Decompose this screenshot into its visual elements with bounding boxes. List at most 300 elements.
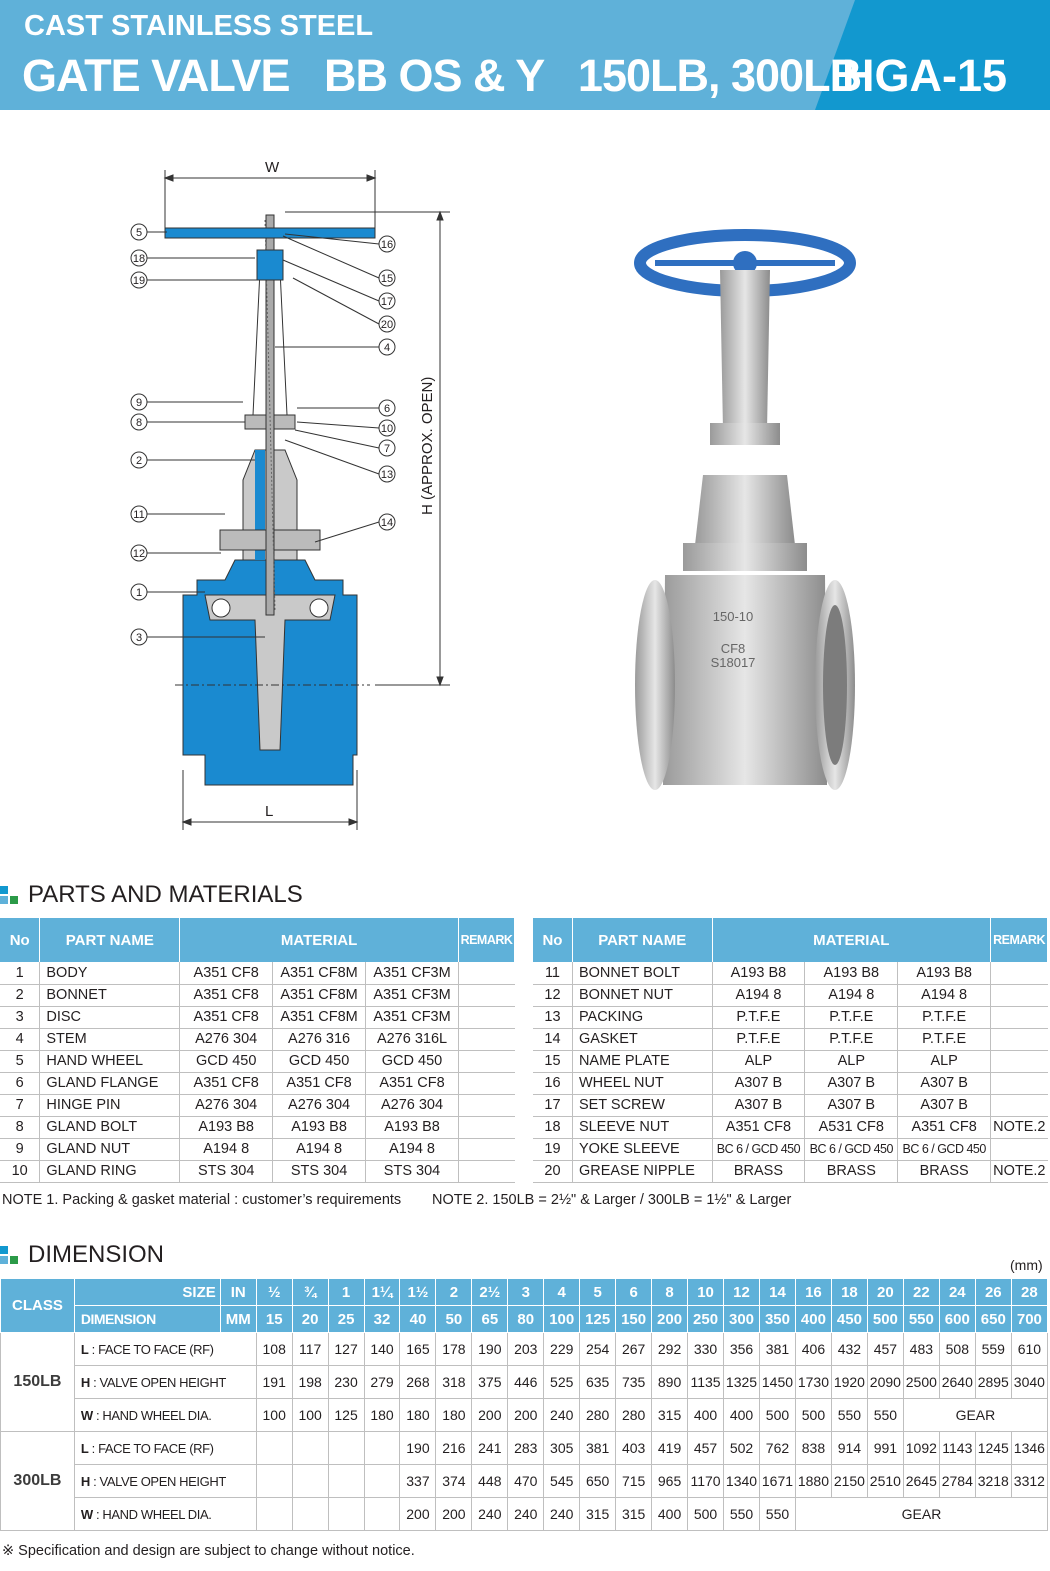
material-3: A193 B8 xyxy=(366,1116,459,1138)
part-no: 4 xyxy=(0,1028,40,1050)
dimension-value: 356 xyxy=(724,1333,760,1366)
dimension-key: H xyxy=(80,1473,90,1489)
size-mm: 65 xyxy=(472,1306,508,1333)
dimension-row xyxy=(1,1399,1048,1432)
dimension-section-title xyxy=(0,1240,164,1270)
col-part-name: PART NAME xyxy=(40,918,180,962)
dimension-value: 1450 xyxy=(759,1366,795,1399)
inch-header: IN xyxy=(220,1279,256,1306)
dimension-value: 203 xyxy=(508,1333,544,1366)
size-mm: 500 xyxy=(867,1306,903,1333)
material-3: A194 8 xyxy=(898,984,991,1006)
dimension-value: 127 xyxy=(328,1333,364,1366)
dimension-value: 914 xyxy=(831,1432,867,1465)
size-inch: 2½ xyxy=(472,1279,508,1306)
dimension-value: 268 xyxy=(400,1366,436,1399)
dimension-value: 283 xyxy=(508,1432,544,1465)
size-inch: 20 xyxy=(867,1279,903,1306)
material-3: GCD 450 xyxy=(366,1050,459,1072)
size-mm: 80 xyxy=(508,1306,544,1333)
material-1: BRASS xyxy=(712,1160,805,1182)
part-remark xyxy=(458,1116,514,1138)
part-no: 10 xyxy=(0,1160,40,1182)
col-no: No xyxy=(533,918,572,962)
part-remark xyxy=(458,1028,514,1050)
dimension-value: 457 xyxy=(867,1333,903,1366)
size-inch: 24 xyxy=(939,1279,975,1306)
body-mark-material: CF8 xyxy=(720,641,746,656)
valve-cross-section-drawing xyxy=(125,150,465,840)
dimension-key: L xyxy=(80,1341,89,1357)
dimension-value: 279 xyxy=(364,1366,400,1399)
size-mm: 50 xyxy=(436,1306,472,1333)
size-mm: 450 xyxy=(831,1306,867,1333)
material-2: A193 B8 xyxy=(273,1116,366,1138)
dimension-value: 240 xyxy=(508,1498,544,1531)
material-3: STS 304 xyxy=(366,1160,459,1182)
part-remark: NOTE.2 xyxy=(991,1160,1048,1182)
material-1: A276 304 xyxy=(180,1094,273,1116)
material-2: STS 304 xyxy=(273,1160,366,1182)
material-3: ALP xyxy=(898,1050,991,1072)
dimension-value: 838 xyxy=(795,1432,831,1465)
dimension-value: 483 xyxy=(903,1333,939,1366)
dimension-value: 1671 xyxy=(759,1465,795,1498)
parts-row xyxy=(0,1006,515,1028)
part-name: BODY xyxy=(40,962,180,984)
callout-13: 13 xyxy=(380,469,394,481)
dimension-value: 240 xyxy=(472,1498,508,1531)
dimension-row xyxy=(1,1432,1048,1465)
dimension-value: 635 xyxy=(580,1366,616,1399)
material-2: A351 CF8 xyxy=(273,1072,366,1094)
dimension-value: 715 xyxy=(616,1465,652,1498)
dimension-value: 991 xyxy=(867,1432,903,1465)
part-no: 17 xyxy=(533,1094,572,1116)
part-no: 2 xyxy=(0,984,40,1006)
material-2: P.T.F.E xyxy=(805,1006,898,1028)
part-name: SET SCREW xyxy=(572,1094,712,1116)
material-2: A351 CF8M xyxy=(273,962,366,984)
material-2: A193 B8 xyxy=(805,962,898,984)
parts-table-left xyxy=(0,918,515,1183)
part-name: NAME PLATE xyxy=(572,1050,712,1072)
size-mm-row xyxy=(1,1306,1048,1333)
dimension-value: 254 xyxy=(580,1333,616,1366)
dimension-value: 240 xyxy=(544,1498,580,1531)
valve-photo xyxy=(615,225,875,825)
dimension-value: 117 xyxy=(292,1333,328,1366)
model-code: HGA-15 xyxy=(842,50,1008,101)
dimension-value: 400 xyxy=(724,1399,760,1432)
material-3: P.T.F.E xyxy=(898,1006,991,1028)
dimension-key: L xyxy=(80,1440,89,1456)
dimension-value: 100 xyxy=(292,1399,328,1432)
material-2: P.T.F.E xyxy=(805,1028,898,1050)
parts-row xyxy=(0,1072,515,1094)
col-material: MATERIAL xyxy=(712,918,991,962)
part-no: 8 xyxy=(0,1116,40,1138)
parts-row xyxy=(533,1138,1048,1160)
part-no: 9 xyxy=(0,1138,40,1160)
size-inch: 28 xyxy=(1011,1279,1047,1306)
callout-7: 7 xyxy=(383,443,391,455)
dimension-value xyxy=(328,1432,364,1465)
dimension-value xyxy=(292,1432,328,1465)
dimension-value: 500 xyxy=(688,1498,724,1531)
unit-label: (mm) xyxy=(1010,1257,1043,1273)
dimension-value: 1143 xyxy=(939,1432,975,1465)
body-mark-size: 150-10 xyxy=(712,609,754,624)
section-marker-icon xyxy=(0,1246,18,1264)
dimension-key: H xyxy=(80,1374,90,1390)
material-2: A351 CF8M xyxy=(273,984,366,1006)
parts-header-row xyxy=(0,918,515,962)
dimension-value: 2500 xyxy=(903,1366,939,1399)
size-mm: 25 xyxy=(328,1306,364,1333)
part-name: HINGE PIN xyxy=(40,1094,180,1116)
footnote: ※ Specification and design are subject to change without notice. xyxy=(2,1543,415,1559)
dimension-value: 550 xyxy=(759,1498,795,1531)
callout-5: 5 xyxy=(135,227,143,239)
size-mm: 32 xyxy=(364,1306,400,1333)
col-remark: REMARK xyxy=(991,918,1048,962)
dimension-value: 550 xyxy=(724,1498,760,1531)
dimension-value: 241 xyxy=(472,1432,508,1465)
material-1: A193 B8 xyxy=(180,1116,273,1138)
material-2: A194 8 xyxy=(273,1138,366,1160)
size-inch: ½ xyxy=(256,1279,292,1306)
dimension-value: 375 xyxy=(472,1366,508,1399)
dimension-value: 180 xyxy=(364,1399,400,1432)
dimension-value: 610 xyxy=(1011,1333,1047,1366)
material-3: BC 6 / GCD 450 xyxy=(898,1138,991,1160)
dimension-value: 419 xyxy=(652,1432,688,1465)
part-remark xyxy=(991,1094,1048,1116)
dimension-value xyxy=(256,1432,292,1465)
parts-title: PARTS AND MATERIALS xyxy=(28,881,303,908)
material-1: P.T.F.E xyxy=(712,1028,805,1050)
gear-cell: GEAR xyxy=(795,1498,1047,1531)
dimension-value: 457 xyxy=(688,1432,724,1465)
dimension-value: 650 xyxy=(580,1465,616,1498)
dimension-value: 446 xyxy=(508,1366,544,1399)
parts-row xyxy=(0,1050,515,1072)
part-remark xyxy=(458,1050,514,1072)
dimension-value: 1880 xyxy=(795,1465,831,1498)
part-no: 6 xyxy=(0,1072,40,1094)
dimension-value: 165 xyxy=(400,1333,436,1366)
dimension-value xyxy=(364,1432,400,1465)
dimension-value: 550 xyxy=(867,1399,903,1432)
size-mm: 650 xyxy=(975,1306,1011,1333)
callout-20: 20 xyxy=(380,319,394,331)
part-no: 1 xyxy=(0,962,40,984)
dimension-title: DIMENSION xyxy=(28,1241,165,1268)
material-1: BC 6 / GCD 450 xyxy=(712,1138,805,1160)
part-remark xyxy=(991,1006,1048,1028)
dimension-desc: : VALVE OPEN HEIGHT xyxy=(89,1374,226,1390)
dimension-value: 230 xyxy=(328,1366,364,1399)
dimension-value: 2150 xyxy=(831,1465,867,1498)
part-name: GREASE NIPPLE xyxy=(572,1160,712,1182)
material-3: A193 B8 xyxy=(898,962,991,984)
material-2: A531 CF8 xyxy=(805,1116,898,1138)
size-inch: 1½ xyxy=(400,1279,436,1306)
dimension-value: 216 xyxy=(436,1432,472,1465)
part-no: 15 xyxy=(533,1050,572,1072)
dimension-desc: : FACE TO FACE (RF) xyxy=(88,1341,214,1357)
note-2: NOTE 2. 150LB = 2½" & Larger / 300LB = 1½" & Larger xyxy=(432,1192,792,1208)
part-name: YOKE SLEEVE xyxy=(572,1138,712,1160)
size-inch: ¾ xyxy=(292,1279,328,1306)
dimension-value: 3040 xyxy=(1011,1366,1047,1399)
dimension-value: 229 xyxy=(544,1333,580,1366)
size-inch: 10 xyxy=(688,1279,724,1306)
size-inch: 16 xyxy=(795,1279,831,1306)
part-remark xyxy=(458,962,514,984)
part-remark xyxy=(991,962,1048,984)
callout-9: 9 xyxy=(135,397,143,409)
callout-2: 2 xyxy=(135,455,143,467)
material-2: A276 316 xyxy=(273,1028,366,1050)
material-3: A276 316L xyxy=(366,1028,459,1050)
dimension-value: 2895 xyxy=(975,1366,1011,1399)
part-name: STEM xyxy=(40,1028,180,1050)
size-mm: 20 xyxy=(292,1306,328,1333)
part-remark xyxy=(991,984,1048,1006)
part-no: 12 xyxy=(533,984,572,1006)
part-remark xyxy=(991,1138,1048,1160)
dimension-value: 381 xyxy=(580,1432,616,1465)
dimension-value: 500 xyxy=(759,1399,795,1432)
size-inch: 18 xyxy=(831,1279,867,1306)
section-marker-icon xyxy=(0,886,18,904)
material-3: A351 CF8 xyxy=(366,1072,459,1094)
parts-row xyxy=(0,1028,515,1050)
parts-row xyxy=(533,984,1048,1006)
dimension-value: 180 xyxy=(400,1399,436,1432)
material-1: A351 CF8 xyxy=(180,1072,273,1094)
material-3: A351 CF3M xyxy=(366,1006,459,1028)
material-3: BRASS xyxy=(898,1160,991,1182)
part-remark: NOTE.2 xyxy=(991,1116,1048,1138)
material-2: A307 B xyxy=(805,1094,898,1116)
size-mm: 200 xyxy=(652,1306,688,1333)
dimension-row xyxy=(1,1498,1048,1531)
dimension-value: 318 xyxy=(436,1366,472,1399)
dimension-value: 200 xyxy=(508,1399,544,1432)
material-1: A194 8 xyxy=(180,1138,273,1160)
dimension-value: 315 xyxy=(580,1498,616,1531)
dimension-value: 337 xyxy=(400,1465,436,1498)
part-name: PACKING xyxy=(572,1006,712,1028)
material-2: A194 8 xyxy=(805,984,898,1006)
size-mm: 700 xyxy=(1011,1306,1047,1333)
material-2: BRASS xyxy=(805,1160,898,1182)
dimension-label xyxy=(74,1465,256,1498)
dimension-value: 3312 xyxy=(1011,1465,1047,1498)
dimension-value: 178 xyxy=(436,1333,472,1366)
dimension-value: 448 xyxy=(472,1465,508,1498)
parts-row xyxy=(533,1028,1048,1050)
size-mm: 550 xyxy=(903,1306,939,1333)
size-inch: 12 xyxy=(724,1279,760,1306)
dimension-value: 100 xyxy=(256,1399,292,1432)
dimension-value: 1170 xyxy=(688,1465,724,1498)
material-3: A307 B xyxy=(898,1072,991,1094)
dimension-value: 1092 xyxy=(903,1432,939,1465)
dimension-value: 190 xyxy=(472,1333,508,1366)
dimension-value: 406 xyxy=(795,1333,831,1366)
part-name: BONNET NUT xyxy=(572,984,712,1006)
material-2: A351 CF8M xyxy=(273,1006,366,1028)
dimension-value xyxy=(328,1498,364,1531)
h-dimension-label: H (APPROX. OPEN) xyxy=(419,376,436,515)
dimension-value: 200 xyxy=(472,1399,508,1432)
material-1: GCD 450 xyxy=(180,1050,273,1072)
callout-8: 8 xyxy=(135,417,143,429)
dimension-value xyxy=(364,1465,400,1498)
dimension-value: 191 xyxy=(256,1366,292,1399)
part-name: GLAND RING xyxy=(40,1160,180,1182)
parts-row xyxy=(0,1116,515,1138)
header-banner xyxy=(0,0,1050,110)
dimension-value: 292 xyxy=(652,1333,688,1366)
dimension-value: 240 xyxy=(544,1399,580,1432)
dimension-value: 315 xyxy=(616,1498,652,1531)
callout-16: 16 xyxy=(380,239,394,251)
dimension-label xyxy=(74,1498,256,1531)
dimension-value: 1730 xyxy=(795,1366,831,1399)
part-no: 14 xyxy=(533,1028,572,1050)
dimension-row xyxy=(1,1333,1048,1366)
parts-row xyxy=(533,1050,1048,1072)
part-remark xyxy=(458,1094,514,1116)
material-1: A307 B xyxy=(712,1094,805,1116)
material-2: GCD 450 xyxy=(273,1050,366,1072)
parts-row xyxy=(0,1160,515,1182)
size-mm: 15 xyxy=(256,1306,292,1333)
callout-14: 14 xyxy=(380,517,394,529)
dimension-value: 559 xyxy=(975,1333,1011,1366)
dimension-value: 315 xyxy=(652,1399,688,1432)
dimension-label xyxy=(74,1366,256,1399)
dimension-label xyxy=(74,1399,256,1432)
dimension-desc: : HAND WHEEL DIA. xyxy=(92,1407,212,1423)
parts-row xyxy=(0,1138,515,1160)
material-1: A351 CF8 xyxy=(180,1006,273,1028)
dimension-value: 2645 xyxy=(903,1465,939,1498)
dimension-value xyxy=(256,1465,292,1498)
dimension-value: 1135 xyxy=(688,1366,724,1399)
parts-row xyxy=(533,1160,1048,1182)
material-2: BC 6 / GCD 450 xyxy=(805,1138,898,1160)
dimension-value: 108 xyxy=(256,1333,292,1366)
parts-row xyxy=(0,962,515,984)
size-inch: 22 xyxy=(903,1279,939,1306)
size-mm: 250 xyxy=(688,1306,724,1333)
parts-row xyxy=(533,1072,1048,1094)
dimension-value: 403 xyxy=(616,1432,652,1465)
size-mm: 40 xyxy=(400,1306,436,1333)
dimension-value: 200 xyxy=(436,1498,472,1531)
size-mm: 100 xyxy=(544,1306,580,1333)
dimension-value: 2510 xyxy=(867,1465,903,1498)
material-3: A351 CF8 xyxy=(898,1116,991,1138)
material-1: ALP xyxy=(712,1050,805,1072)
class-name: 300LB xyxy=(1,1432,75,1531)
dimension-value: 2640 xyxy=(939,1366,975,1399)
dimension-value: 400 xyxy=(652,1498,688,1531)
dimension-value: 890 xyxy=(652,1366,688,1399)
material-1: A351 CF8 xyxy=(712,1116,805,1138)
dimension-value: 3218 xyxy=(975,1465,1011,1498)
part-no: 3 xyxy=(0,1006,40,1028)
part-name: GASKET xyxy=(572,1028,712,1050)
callout-19: 19 xyxy=(132,275,146,287)
dimension-value: 190 xyxy=(400,1432,436,1465)
part-no: 19 xyxy=(533,1138,572,1160)
col-part-name: PART NAME xyxy=(572,918,712,962)
dimension-value: 500 xyxy=(795,1399,831,1432)
size-inch: 26 xyxy=(975,1279,1011,1306)
dimension-value xyxy=(256,1498,292,1531)
parts-row xyxy=(0,1094,515,1116)
material-2: A276 304 xyxy=(273,1094,366,1116)
part-no: 16 xyxy=(533,1072,572,1094)
part-remark xyxy=(991,1072,1048,1094)
dimension-value: 374 xyxy=(436,1465,472,1498)
dimension-value: 280 xyxy=(616,1399,652,1432)
material-3: A351 CF3M xyxy=(366,962,459,984)
size-mm: 350 xyxy=(759,1306,795,1333)
callout-18: 18 xyxy=(132,253,146,265)
callout-3: 3 xyxy=(135,632,143,644)
dimension-value: 1920 xyxy=(831,1366,867,1399)
w-dimension-label: W xyxy=(265,159,280,176)
parts-row xyxy=(533,1006,1048,1028)
material-3: P.T.F.E xyxy=(898,1028,991,1050)
size-mm: 400 xyxy=(795,1306,831,1333)
dimension-value xyxy=(364,1498,400,1531)
dimension-value: 2784 xyxy=(939,1465,975,1498)
mm-header: MM xyxy=(220,1306,256,1333)
dimension-value: 305 xyxy=(544,1432,580,1465)
parts-row xyxy=(0,984,515,1006)
part-remark xyxy=(991,1050,1048,1072)
dimension-value xyxy=(292,1498,328,1531)
part-no: 18 xyxy=(533,1116,572,1138)
part-no: 20 xyxy=(533,1160,572,1182)
dimension-row xyxy=(1,1465,1048,1498)
callout-12: 12 xyxy=(132,548,146,560)
material-1: P.T.F.E xyxy=(712,1006,805,1028)
size-inch: 4 xyxy=(544,1279,580,1306)
dimension-value: 381 xyxy=(759,1333,795,1366)
col-material: MATERIAL xyxy=(180,918,459,962)
callout-11: 11 xyxy=(133,509,145,521)
material-3: A307 B xyxy=(898,1094,991,1116)
size-inch: 8 xyxy=(652,1279,688,1306)
part-name: GLAND NUT xyxy=(40,1138,180,1160)
dimension-value: 267 xyxy=(616,1333,652,1366)
size-inch: 1¼ xyxy=(364,1279,400,1306)
size-mm: 600 xyxy=(939,1306,975,1333)
class-name: 150LB xyxy=(1,1333,75,1432)
part-remark xyxy=(458,1072,514,1094)
part-no: 13 xyxy=(533,1006,572,1028)
